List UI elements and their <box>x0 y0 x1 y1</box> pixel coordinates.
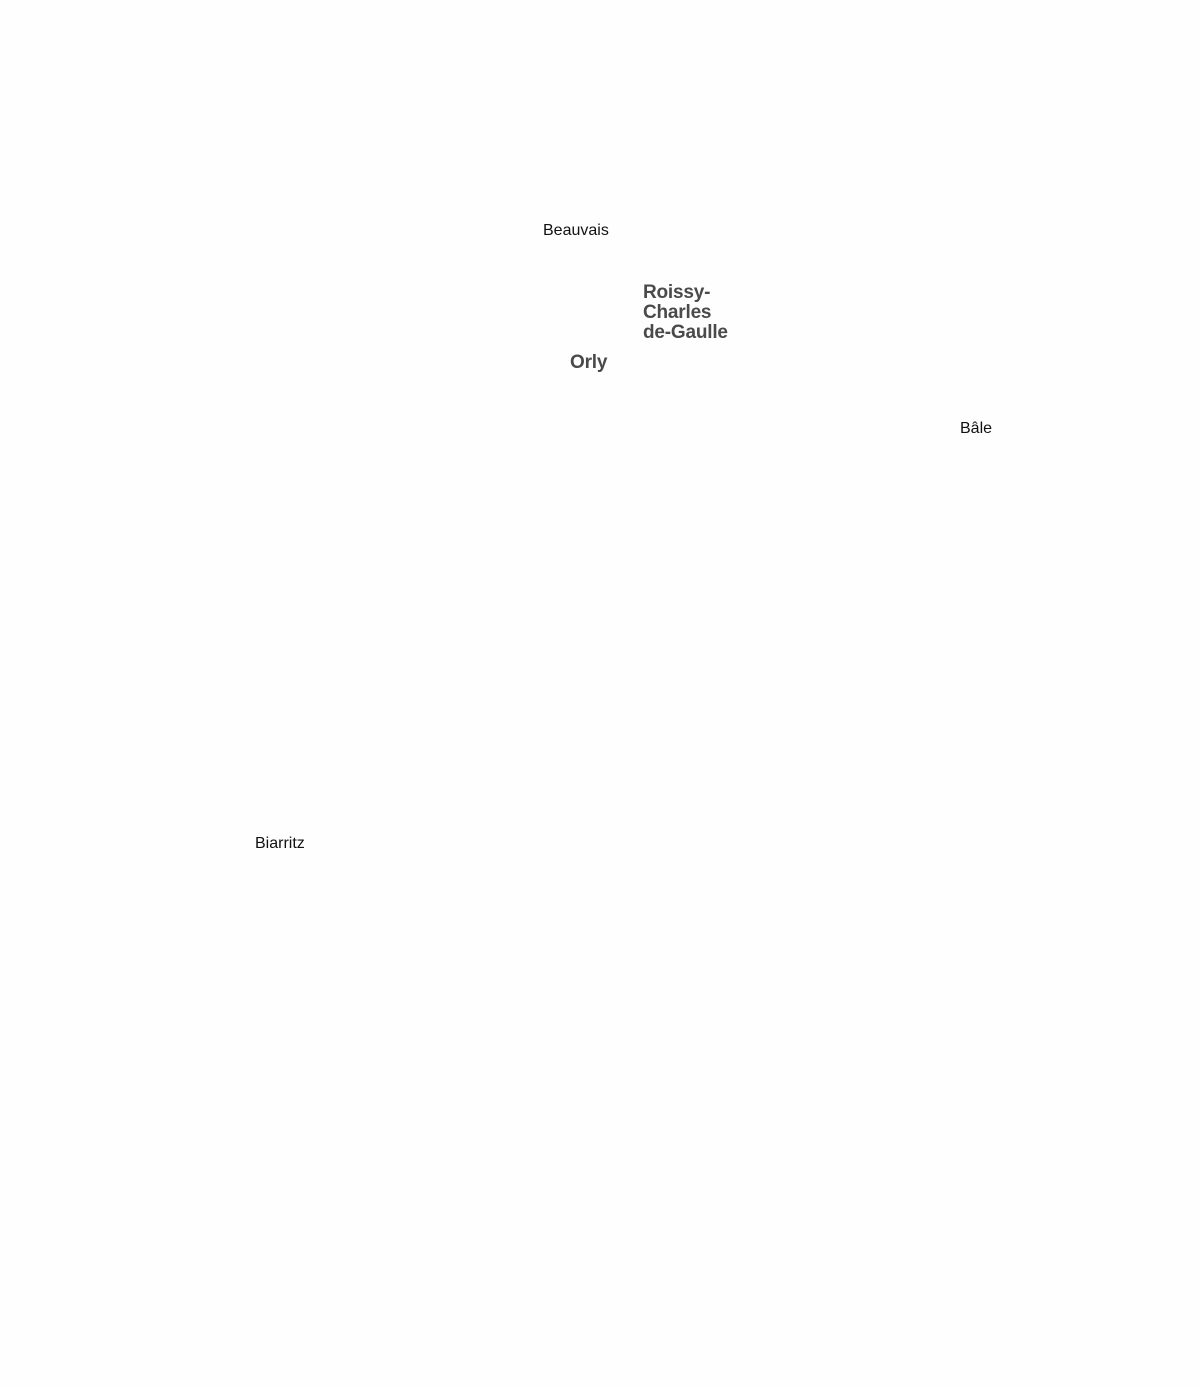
airport-label-roissy-charles-de-gaulle <box>643 283 728 343</box>
airport-label-line: de-Gaulle <box>643 322 728 343</box>
airport-label-beauvais: Beauvais <box>543 222 609 239</box>
airport-label-line: Roissy- <box>643 282 711 303</box>
airport-label-biarritz: Biarritz <box>255 835 305 852</box>
airport-label-line: Charles <box>643 302 712 323</box>
airport-label-orly: Orly <box>570 352 608 373</box>
airport-label-bale: Bâle <box>960 420 993 437</box>
